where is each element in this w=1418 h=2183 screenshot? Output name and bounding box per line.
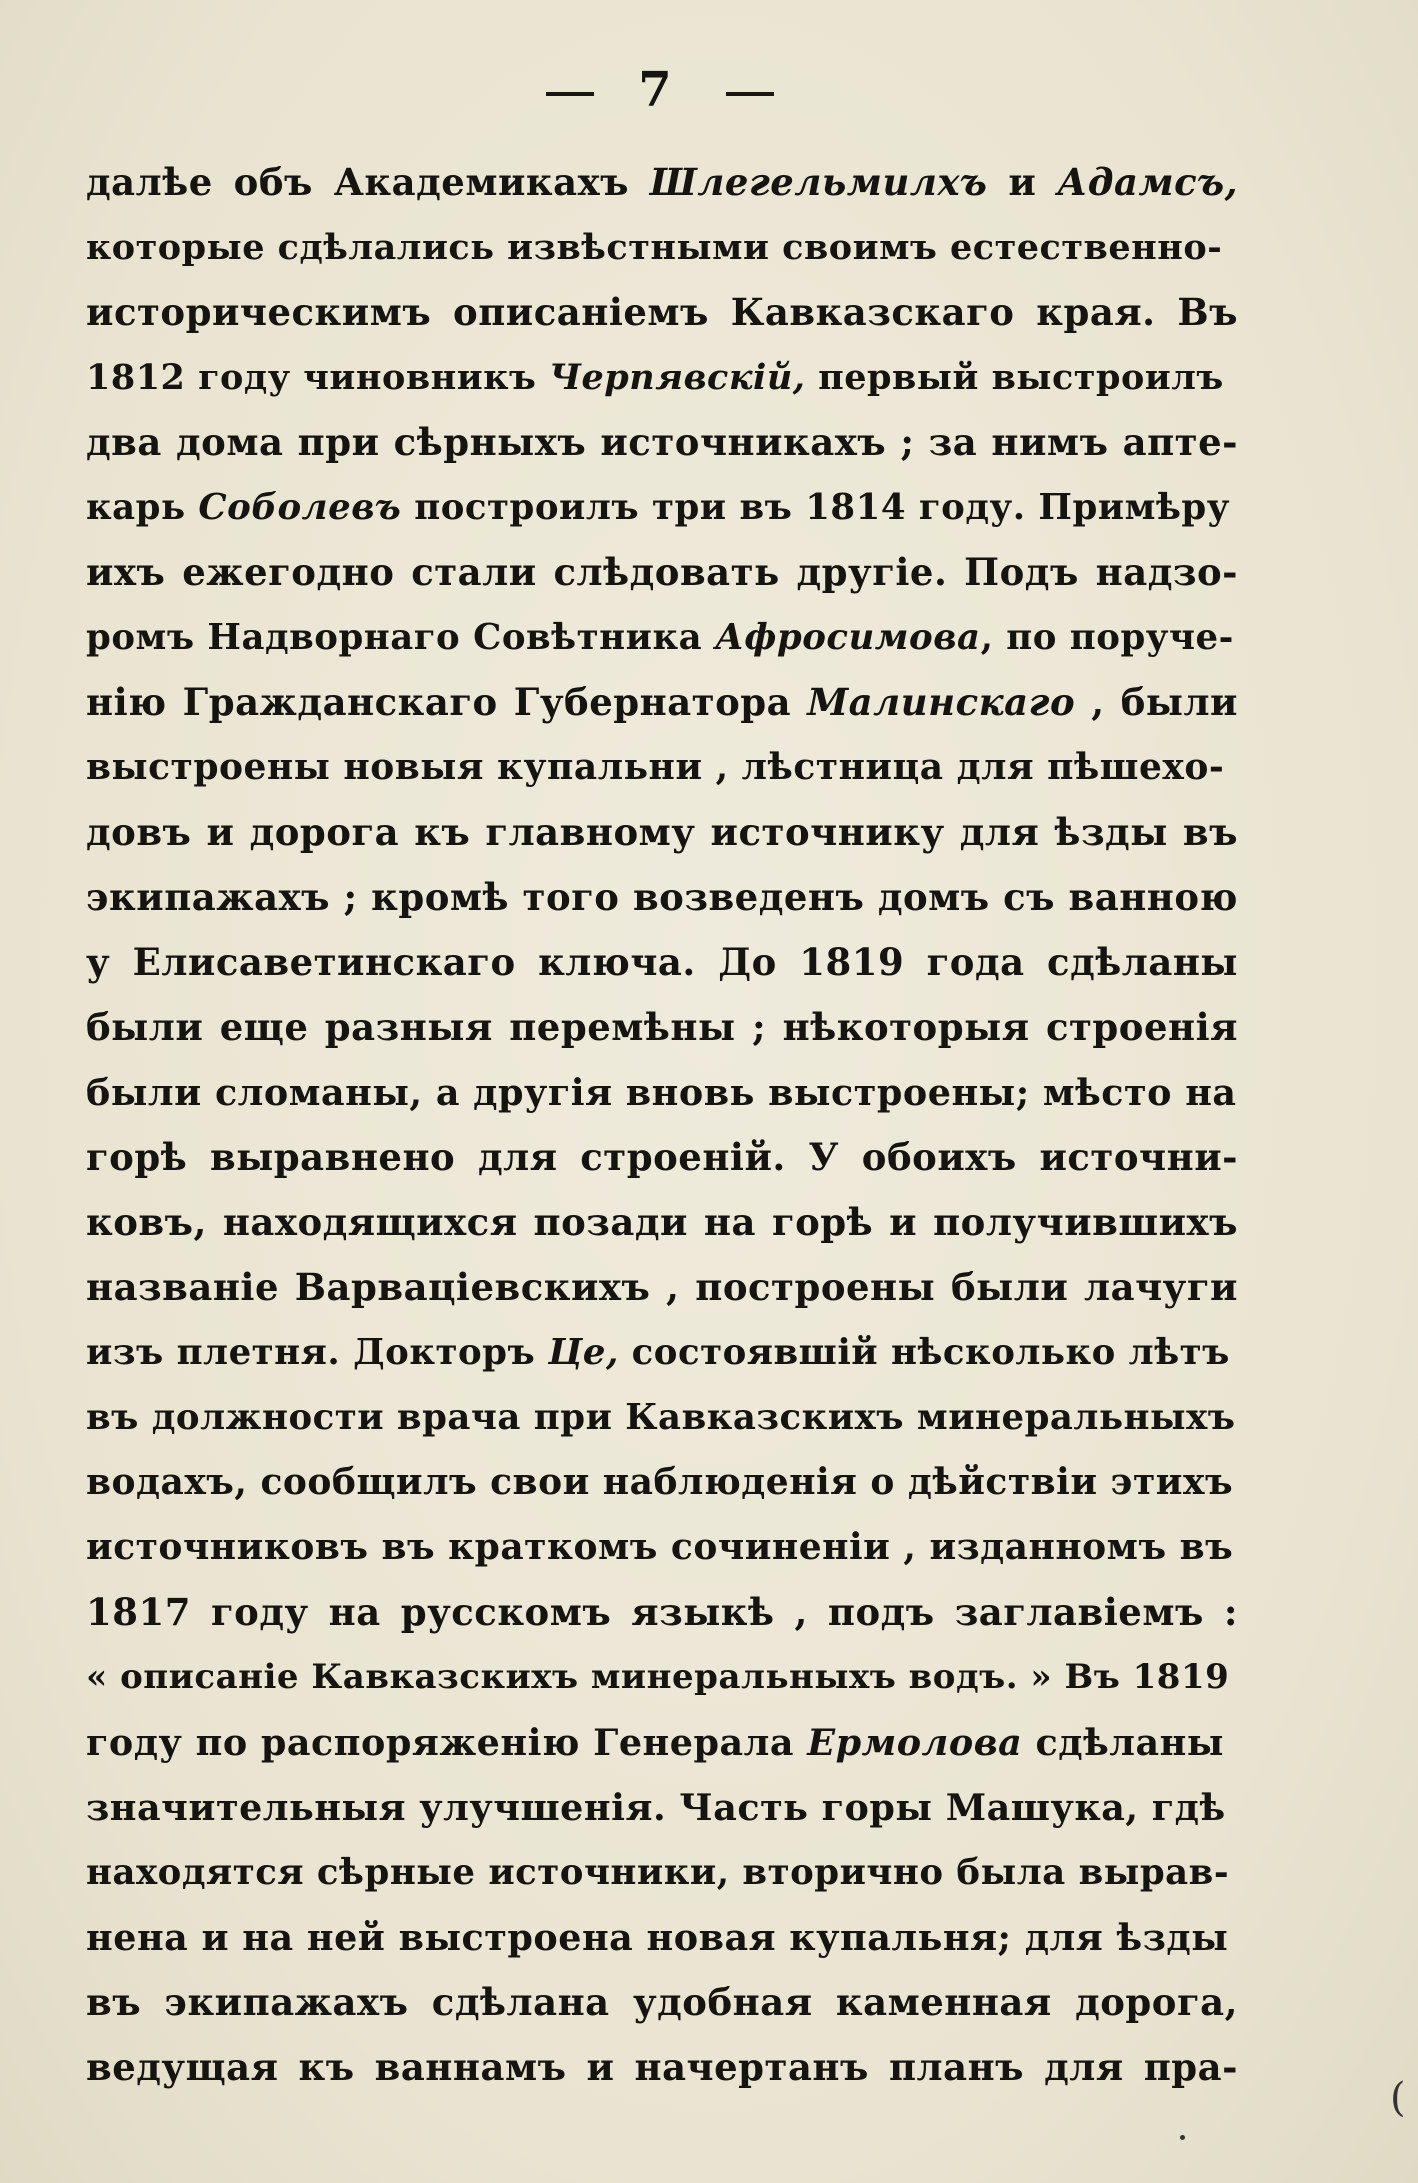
body-text (86, 150, 1238, 2100)
text-line (86, 2035, 1238, 2100)
text-segment: были еще разныя перемѣны ; нѣкоторыя строенія (86, 1005, 1238, 1049)
text-segment: состоявшій нѣсколько лѣтъ (618, 1332, 1230, 1373)
text-segment: въ должности врача при Кавказскихъ минеральныхъ (86, 1397, 1236, 1438)
text-segment: нена и на ней выстроена новая купальня; для ѣзды (86, 1916, 1229, 1959)
text-segment: названіе Варваціевскихъ , построены были лачуги (86, 1265, 1238, 1309)
text-line (86, 1515, 1238, 1580)
text-line (86, 995, 1238, 1060)
margin-mark: ( (1390, 2075, 1406, 2121)
proper-name: Соболевъ (198, 487, 402, 528)
proper-name: Ермолова (807, 1721, 1023, 1764)
text-segment: построилъ три въ 1814 году. Примѣру (401, 487, 1230, 528)
page-number: 7 (638, 62, 672, 118)
text-segment: у Елисаветинскаго ключа. До 1819 года сдѣланы (86, 940, 1238, 984)
proper-name: Черпявскій, (549, 357, 806, 398)
text-line (86, 1190, 1238, 1255)
text-line (86, 1125, 1238, 1190)
text-segment: довъ и дорога къ главному источнику для ѣзды въ (86, 810, 1238, 854)
text-segment: находятся сѣрные источники, вторично была вырав- (86, 1852, 1230, 1893)
proper-name: Адамсъ, (1057, 160, 1238, 204)
text-line (86, 800, 1238, 865)
text-line (86, 280, 1238, 345)
text-segment: первый выстроилъ (805, 357, 1224, 398)
text-line (86, 410, 1238, 475)
text-segment: году по распоряженію Генерала (86, 1721, 808, 1764)
text-segment: сдѣланы (1022, 1721, 1224, 1764)
text-line (86, 540, 1238, 605)
text-segment: источниковъ въ краткомъ сочиненіи , изданномъ въ (86, 1526, 1234, 1568)
proper-name: Це, (548, 1332, 619, 1373)
proper-name: Шлегельмилхъ (649, 160, 988, 204)
text-segment: горѣ выравнено для строеній. У обоихъ источни- (86, 1135, 1238, 1179)
text-segment: изъ плетня. Докторъ (86, 1332, 549, 1373)
header-dash-right (726, 92, 774, 96)
text-segment: ведущая къ ваннамъ и начертанъ планъ для пра- (86, 2045, 1238, 2089)
text-segment: историческимъ описаніемъ Кавказскаго края. Въ (86, 290, 1238, 334)
text-line (86, 150, 1238, 215)
text-line (86, 865, 1238, 930)
text-segment: карь (86, 487, 199, 528)
text-segment: въ экипажахъ сдѣлана удобная каменная дорога, (86, 1980, 1238, 2024)
text-line (86, 1385, 1238, 1450)
text-line (86, 735, 1238, 800)
text-segment: нію Гражданскаго Губернатора (86, 680, 808, 724)
text-line (86, 605, 1238, 670)
text-segment: 1812 году чиновникъ (86, 357, 550, 398)
text-line (86, 1970, 1238, 2035)
text-segment: водахъ, сообщилъ свои наблюденія о дѣйствіи этихъ (86, 1461, 1234, 1503)
text-segment: два дома при сѣрныхъ источникахъ ; за нимъ апте- (86, 420, 1238, 464)
text-line (86, 1450, 1238, 1515)
text-line (86, 1710, 1238, 1775)
text-segment: далѣе объ Академикахъ (86, 160, 650, 204)
text-line (86, 670, 1238, 735)
text-segment: значительныя улучшенія. Часть горы Машука, гдѣ (86, 1786, 1226, 1829)
text-segment: экипажахъ ; кромѣ того возведенъ домъ съ ванною (86, 875, 1238, 919)
header-dash-left (546, 92, 594, 96)
text-line (86, 1775, 1238, 1840)
text-line (86, 1840, 1238, 1905)
text-segment: ковъ, находящихся позади на горѣ и получившихъ (86, 1200, 1238, 1244)
text-line (86, 1580, 1238, 1645)
text-line (86, 345, 1238, 410)
text-segment: и (987, 160, 1058, 204)
ink-dot (1180, 2135, 1185, 2140)
text-segment: « описаніе Кавказскихъ минеральныхъ водъ. » Въ 1819 (86, 1657, 1230, 1697)
text-segment: 1817 году на русскомъ языкѣ , подъ заглавіемъ : (86, 1590, 1238, 1634)
proper-name: Афросимова (714, 617, 981, 658)
text-line (86, 215, 1238, 280)
text-line (86, 1320, 1238, 1385)
text-line (86, 1060, 1238, 1125)
text-line (86, 1255, 1238, 1320)
text-line (86, 930, 1238, 995)
text-segment: ромъ Надворнаго Совѣтника (86, 617, 715, 658)
text-line (86, 1645, 1238, 1710)
text-segment: , по поруче- (980, 617, 1234, 658)
text-line (86, 475, 1238, 540)
text-segment: , были (1075, 680, 1238, 724)
page-header (0, 60, 1418, 120)
text-segment: были сломаны, а другія вновь выстроены; мѣсто на (86, 1071, 1237, 1114)
text-segment: выстроены новыя купальни , лѣстница для пѣшехо- (86, 746, 1225, 788)
text-line (86, 1905, 1238, 1970)
proper-name: Малинскаго (807, 680, 1076, 724)
text-segment: ихъ ежегодно стали слѣдовать другіе. Подъ надзо- (86, 550, 1238, 594)
text-segment: которые сдѣлались извѣстными своимъ естественно- (86, 227, 1223, 268)
